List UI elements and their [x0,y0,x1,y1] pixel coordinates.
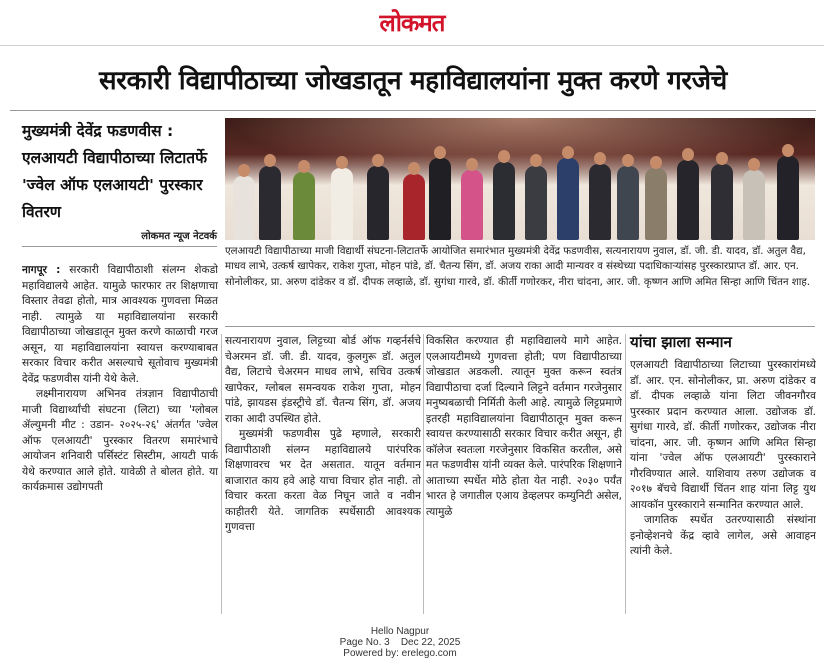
footer-page-date: Page No. 3 Dec 22, 2025 [339,637,461,648]
photo-caption: एलआयटी विद्यापीठाच्या माजी विद्यार्थी संघटना-लिटातर्फे आयोजित समारंभात मुख्यमंत्री देवेंद्र फडणवीस, सत्यनारायण नुवाल, डॉ. जी. डी. यादव, डॉ. अतुल वैद्य, माधव लाभे, उत्कर्ष खापेकर, राकेश गुप्ता, मोहन पांडे, डॉ. चैतन्य सिंग, डॉ. अजय राका आदी मान्यवर व संस्थेच्या पदाधिकाऱ्यांसह पुरस्कारप्राप्त डॉ. आर. एन. सोनोलीकर, प्रा. अरुण दांडेकर व डॉ. दीपक लव्हाळे, डॉ. सुगंधा गारवे, डॉ. कीर्ती गणोरकर, नीरा चांदना, आर. जी. कृष्णन आणि अमित सिन्हा आणि चिंतन शाह. [225,246,810,288]
photo-person [711,164,733,240]
photo-person [617,166,639,240]
footer-edition: Hello Nagpur [370,626,430,637]
photo-person [331,168,353,240]
photo-person [525,166,547,240]
page-footer [300,626,500,659]
paragraph: एलआयटी विद्यापीठाच्या लिटाच्या पुरस्कारांमध्ये डॉ. आर. एन. सोनोलीकर, प्रा. अरुण दांडेकर व डॉ. दीपक लव्हाळे यांना लिटा जीवनगौरव पुरस्कार प्रदान करण्यात आला. उद्योजक डॉ. सुगंधा गारवे, डॉ. कीर्ती गणोरकर, उद्योजक नीरा चांदना, आर. जी. कृष्णन आणि अमित सिन्हा यांना 'ज्वेल ऑफ एलआयटी' पुरस्काराने गौरविण्यात आले. याशिवाय तरुण उद्योजक व २०१७ बॅचचे विद्यार्थी चिंतन शाह यांना लिट्ट युथ आयकॉन पुरस्काराने सन्मानित करण्यात आले. [630,359,816,511]
photo-person [493,162,515,240]
byline: लोकमत न्यूज नेटवर्क [141,231,217,242]
article-column-2 [225,334,421,613]
photo-person [777,156,799,240]
photo-person [461,170,483,240]
column-divider [423,334,424,614]
lokmat-logo: लोकमत [379,8,445,37]
awards-box-title: यांचा झाला सन्मान [630,333,732,351]
photo-person [589,164,611,240]
photo-person [403,174,425,240]
dateline: नागपूर : [22,264,61,276]
photo-person [367,166,389,240]
paragraph: विकसित करण्यात ही महाविद्यालये मागे आहेत. एलआयटीमध्ये गुणवत्ता होती; पण विद्यापीठाच्या जोखडात अडकली. त्यातून मुक्त करून स्वतंत्र विद्यापीठाचा दर्जा दिल्याने लिट्टने वर्तमान गरजेनुसार मनुष्यबळाची निर्मिती केली आहे. त्यामुळे लिट्टप्रमाणे इतरही महाविद्यालयांना विद्यापीठातून मुक्त करून स्वायत्त करण्यासाठी सरकार विचार करीत असून, ही कॉलेज स्वतःला गरजेनुसार विकसित करतील, असे मत फडणवीस यांनी व्यक्त केले. पारंपरिक शिक्षणाने आताच्या स्पर्धेत मोठे होता येत नाही. २०३० पर्यंत भारत हे जगातील एआय डेव्हलपर कम्युनिटी असेल, त्यामुळे [426,335,622,518]
paragraph: लक्ष्मीनारायण अभिनव तंत्रज्ञान विद्यापीठाची माजी विद्यार्थ्यांची संघटना (लिटा) च्या 'ग्लोबल ॲल्युमनी मीट : उडान- २०२५-२६' अंतर्गत 'ज्वेल ऑफ एलआयटी' पुरस्कार वितरण समारंभाचे आयोजन शनिवारी पर्सिस्टंट सिस्टीम, आयटी पार्क येथे करण्यात आले होते. यावेळी ते बोलत होते. या कार्यक्रमास उद्योगपती [22,388,218,493]
footer-powered-by: Powered by: erelego.com [343,648,457,659]
masthead [0,0,824,46]
event-photo [225,118,815,240]
photo-person [645,168,667,240]
caption-divider [225,326,815,327]
paragraph: सरकारी विद्यापीठाशी संलग्न शेकडो महाविद्यालये आहेत. यामुळे फारफार तर शिक्षणाचा विस्तार तेवढा होतो, मात्र आवश्यक गुणवत्ता मिळत नाही. त्यामुळे या महाविद्यालयांना सरकारी विद्यापीठाच्या जोखडातून मुक्त करणे काळाची गरज असून, या महाविद्यालयांना स्वायत्त करण्याबाबत सरकार विचार करीत असल्याचे सूतोवाच मुख्यमंत्री देवेंद्र फडणवीस यांनी येथे केले. [22,264,218,385]
photo-person [293,172,315,240]
headline-divider [10,110,816,111]
photo-person [743,170,765,240]
photo-person [429,158,451,240]
column-divider [221,334,222,614]
photo-person [233,176,255,240]
photo-person [557,158,579,240]
article-column-1 [22,263,218,613]
subheadline: मुख्यमंत्री देवेंद्र फडणवीस : एलआयटी विद्यापीठाच्या लिटातर्फे 'ज्वेल ऑफ एलआयटी' पुरस्कार वितरण [22,122,208,221]
paragraph: जागतिक स्पर्धेत उतरण्यासाठी संस्थांना इनोव्हेशनचे केंद्र व्हावे लागेल, असे आवाहन त्यांनी केले. [630,514,816,557]
paragraph: मुख्यमंत्री फडणवीस पुढे म्हणाले, सरकारी विद्यापीठाशी संलग्न महाविद्यालये पारंपरिक शिक्षणावरच भर देत असतात. यातून वर्तमान बाजारात काय हवे आहे याचा विचार होत नाही. तो विचार करता करता वेळ निघून जाते व नवीन काहीतरी येते. जागतिक स्पर्धेसाठी आवश्यक गुणवत्ता [225,428,421,533]
paragraph: सत्यनारायण नुवाल, लिट्टच्या बोर्ड ऑफ गव्हर्नर्सचे चेअरमन डॉ. जी. डी. यादव, कुलगुरू डॉ. अतुल वैद्य, लिटाचे चेअरमन माधव लाभे, सचिव उत्कर्ष खापेकर, ग्लोबल समन्वयक राकेश गुप्ता, मोहन पांडे, झायडस इंडस्ट्रीचे डॉ. चैतन्य सिंग, डॉ. अजय राका आदी उपस्थित होते. [225,335,421,425]
article-column-3 [426,334,622,613]
column-divider [625,334,626,614]
photo-person [677,160,699,240]
headline: सरकारी विद्यापीठाच्या जोखडातून महाविद्यालयांना मुक्त करणे गरजेचे [99,66,727,96]
byline-divider [22,246,217,247]
photo-person [259,166,281,240]
awards-box [630,358,816,613]
